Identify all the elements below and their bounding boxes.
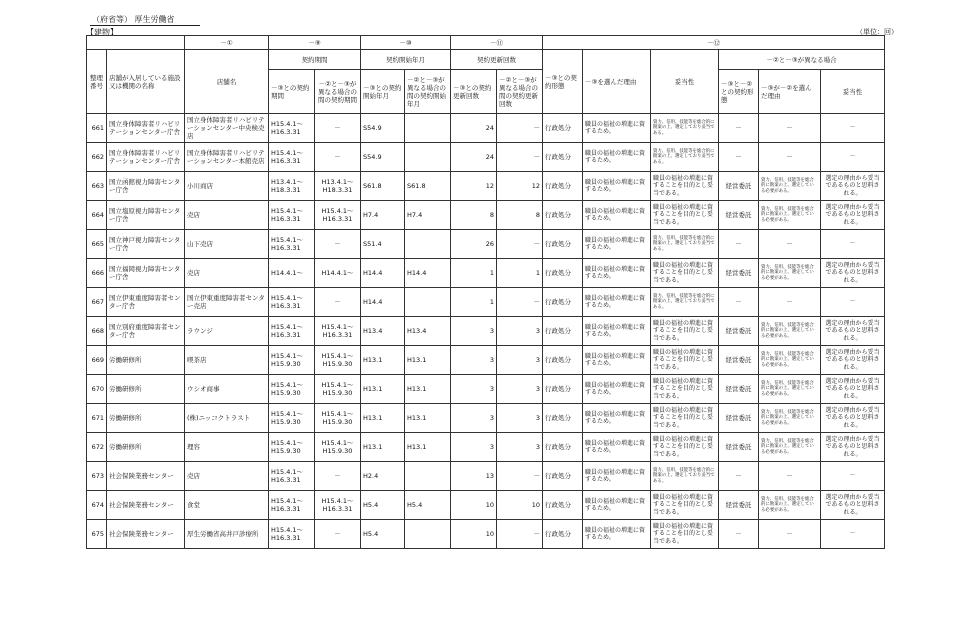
row-renew: 3 <box>451 375 497 404</box>
row-store: 売店 <box>185 201 269 230</box>
table-row <box>87 317 885 346</box>
row-reason: 職員の福祉の増進に資するため。 <box>583 201 651 230</box>
row-period: H13.4.1～H18.3.31 <box>269 172 315 201</box>
row-form: 行政処分 <box>543 172 583 201</box>
row-form-2: 経営委託 <box>719 404 759 433</box>
row-valid: 資力、信用、技能等を総合的に勘案の上、選定しており妥当である。 <box>651 114 719 143</box>
header-renew-3: －③との契約更新回数 <box>451 70 497 114</box>
row-form: 行政処分 <box>543 114 583 143</box>
header-contract-renewal: 契約更新回数 <box>451 50 543 70</box>
row-facility: 労働研修所 <box>107 375 185 404</box>
table-row <box>87 375 885 404</box>
row-form-2: 経営委託 <box>719 201 759 230</box>
row-store: ラウンジ <box>185 317 269 346</box>
row-valid: 資力、信用、技能等を総合的に勘案の上、選定しており妥当である。 <box>651 288 719 317</box>
header-group-10: －⑩ <box>361 36 451 50</box>
row-renew: 3 <box>451 404 497 433</box>
row-form-2: 経営委託 <box>719 491 759 520</box>
row-facility: 国立福岡視力障害センター庁舎 <box>107 259 185 288</box>
row-renew-diff: 3 <box>497 375 543 404</box>
row-store: 国立身体障害者リハビリテーションセンター本館売店 <box>185 143 269 172</box>
row-renew: 3 <box>451 317 497 346</box>
row-period-diff: － <box>315 520 361 549</box>
row-form-2: 経営委託 <box>719 317 759 346</box>
table-row <box>87 143 885 172</box>
header-period-3: －③との契約期間 <box>269 70 315 114</box>
table-row <box>87 404 885 433</box>
row-form-2: 経営委託 <box>719 375 759 404</box>
row-period-diff: － <box>315 462 361 491</box>
row-seq-no: 666 <box>87 259 107 288</box>
row-period: H15.4.1～H16.3.31 <box>269 491 315 520</box>
header-blank <box>87 36 185 50</box>
row-form: 行政処分 <box>543 404 583 433</box>
row-period: H15.4.1～H16.3.31 <box>269 114 315 143</box>
header-seq-no: 整理番号 <box>87 50 107 114</box>
row-store: 売店 <box>185 462 269 491</box>
row-reason: 職員の福祉の増進に資するため。 <box>583 491 651 520</box>
row-reason: 職員の福祉の増進に資するため。 <box>583 288 651 317</box>
row-reason: 職員の福祉の増進に資するため。 <box>583 375 651 404</box>
row-facility: 社会保険業務センター <box>107 491 185 520</box>
row-start-diff <box>405 288 451 317</box>
header-reason-2: －③が－②を選んだ理由 <box>759 70 821 114</box>
row-facility: 国立塩原視力障害センター庁舎 <box>107 201 185 230</box>
row-valid-2: 選定の理由から妥当であるものと思料される。 <box>821 433 885 462</box>
row-renew: 26 <box>451 230 497 259</box>
row-period-diff: － <box>315 288 361 317</box>
row-valid-2: － <box>821 462 885 491</box>
row-reason: 職員の福祉の増進に資するため。 <box>583 462 651 491</box>
row-renew: 24 <box>451 114 497 143</box>
row-renew-diff: 3 <box>497 317 543 346</box>
row-reason-2: － <box>759 462 821 491</box>
row-seq-no: 662 <box>87 143 107 172</box>
row-start-diff <box>405 520 451 549</box>
row-start: H13.1 <box>361 404 405 433</box>
row-renew-diff: 3 <box>497 404 543 433</box>
row-seq-no: 665 <box>87 230 107 259</box>
row-store: ウシオ商事 <box>185 375 269 404</box>
row-start-diff: H13.4 <box>405 317 451 346</box>
ministry-underline <box>90 25 200 26</box>
row-period-diff: H14.4.1～ <box>315 259 361 288</box>
row-renew-diff: 8 <box>497 201 543 230</box>
row-valid: 資力、信用、技能等を総合的に勘案の上、選定しており妥当である。 <box>651 143 719 172</box>
row-start-diff: S61.8 <box>405 172 451 201</box>
row-reason: 職員の福祉の増進に資するため。 <box>583 433 651 462</box>
row-period: H15.4.1～H16.3.31 <box>269 317 315 346</box>
row-valid: 職員の福祉の増進に資することを目的とし妥当である。 <box>651 375 719 404</box>
row-reason-2: 資力、信用、技能等を総合的に勘案の上、選定している必要がある。 <box>759 375 821 404</box>
row-period: H15.4.1～H15.9.30 <box>269 346 315 375</box>
header-reason-3: －③を選んだ理由 <box>583 50 651 114</box>
row-renew-diff: － <box>497 520 543 549</box>
row-period: H15.4.1～H15.9.30 <box>269 404 315 433</box>
row-valid: 職員の福祉の増進に資することを目的とし妥当である。 <box>651 433 719 462</box>
table-row <box>87 346 885 375</box>
row-form-2: － <box>719 143 759 172</box>
row-start: S61.8 <box>361 172 405 201</box>
row-form: 行政処分 <box>543 491 583 520</box>
row-renew: 8 <box>451 201 497 230</box>
row-valid-2: 選定の理由から妥当であるものと思料される。 <box>821 259 885 288</box>
header-renew-diff: －②と－③が異なる場合の間の契約更新回数 <box>497 70 543 114</box>
header-group-12: －⑫ <box>543 36 885 50</box>
row-renew: 1 <box>451 288 497 317</box>
row-reason-2: 資力、信用、技能等を総合的に勘案の上、選定している必要がある。 <box>759 172 821 201</box>
row-valid-2: 選定の理由から妥当であるものと思料される。 <box>821 346 885 375</box>
table-row <box>87 520 885 549</box>
row-renew-diff: 3 <box>497 346 543 375</box>
header-contract-period: 契約期間 <box>269 50 361 70</box>
row-form: 行政処分 <box>543 259 583 288</box>
row-period: H15.4.1～H16.3.31 <box>269 201 315 230</box>
row-reason-2: － <box>759 520 821 549</box>
row-start-diff: H13.1 <box>405 404 451 433</box>
row-period-diff: H13.4.1～H18.3.31 <box>315 172 361 201</box>
row-valid-2: 選定の理由から妥当であるものと思料される。 <box>821 201 885 230</box>
row-renew-diff: － <box>497 143 543 172</box>
row-store: 食堂 <box>185 491 269 520</box>
contract-table <box>86 35 885 549</box>
row-store: 国立身体障害者リハビリテーションセンター中央検売店 <box>185 114 269 143</box>
row-seq-no: 661 <box>87 114 107 143</box>
table-row <box>87 172 885 201</box>
row-form: 行政処分 <box>543 201 583 230</box>
row-facility: 労働研修所 <box>107 404 185 433</box>
row-valid-2: 選定の理由から妥当であるものと思料される。 <box>821 404 885 433</box>
unit-label: （単位：回） <box>856 28 898 36</box>
row-valid-2: 選定の理由から妥当であるものと思料される。 <box>821 317 885 346</box>
row-facility: 国立神戸視力障害センター庁舎 <box>107 230 185 259</box>
row-form: 行政処分 <box>543 346 583 375</box>
row-seq-no: 664 <box>87 201 107 230</box>
row-valid-2: － <box>821 114 885 143</box>
header-valid: 妥当性 <box>651 50 719 114</box>
row-valid: 職員の福祉の増進に資することを目的とし妥当である。 <box>651 201 719 230</box>
row-reason-2: － <box>759 288 821 317</box>
table-row <box>87 288 885 317</box>
header-valid-2: 妥当性 <box>821 70 885 114</box>
row-renew: 10 <box>451 491 497 520</box>
row-start-diff: H13.1 <box>405 346 451 375</box>
row-valid: 職員の福祉の増進に資することを目的とし妥当である。 <box>651 317 719 346</box>
row-reason-2: 資力、信用、技能等を総合的に勘案の上、選定している必要がある。 <box>759 201 821 230</box>
row-reason-2: 資力、信用、技能等を総合的に勘案の上、選定している必要がある。 <box>759 491 821 520</box>
row-valid-2: 選定の理由から妥当であるものと思料される。 <box>821 375 885 404</box>
row-period-diff: H15.4.1～H15.9.30 <box>315 404 361 433</box>
row-start-diff <box>405 143 451 172</box>
row-form-2: － <box>719 230 759 259</box>
row-form: 行政処分 <box>543 143 583 172</box>
row-reason-2: 資力、信用、技能等を総合的に勘案の上、選定している必要がある。 <box>759 433 821 462</box>
row-renew-diff: － <box>497 230 543 259</box>
row-renew: 3 <box>451 433 497 462</box>
row-period: H15.4.1～H16.3.31 <box>269 288 315 317</box>
row-period-diff: H15.4.1～H15.9.30 <box>315 433 361 462</box>
row-start-diff <box>405 462 451 491</box>
row-reason: 職員の福祉の増進に資するため。 <box>583 317 651 346</box>
row-valid-2: － <box>821 230 885 259</box>
row-valid: 資力、信用、技能等を総合的に勘案の上、選定しており妥当である。 <box>651 230 719 259</box>
row-renew-diff: 10 <box>497 491 543 520</box>
row-seq-no: 675 <box>87 520 107 549</box>
row-form: 行政処分 <box>543 375 583 404</box>
row-start: H13.1 <box>361 346 405 375</box>
row-store: 売店 <box>185 259 269 288</box>
row-period: H15.4.1～H16.3.31 <box>269 520 315 549</box>
row-period: H14.4.1～ <box>269 259 315 288</box>
row-period-diff: － <box>315 114 361 143</box>
row-renew: 10 <box>451 520 497 549</box>
row-facility: 国立函館視力障害センター庁舎 <box>107 172 185 201</box>
table-body <box>87 114 885 549</box>
table-row <box>87 230 885 259</box>
row-start: S54.9 <box>361 143 405 172</box>
row-reason: 職員の福祉の増進に資するため。 <box>583 114 651 143</box>
row-period: H15.4.1～H16.3.31 <box>269 462 315 491</box>
row-store: 理容 <box>185 433 269 462</box>
row-start: S54.9 <box>361 114 405 143</box>
row-reason: 職員の福祉の増進に資するため。 <box>583 520 651 549</box>
row-renew-diff: － <box>497 462 543 491</box>
row-seq-no: 663 <box>87 172 107 201</box>
row-reason-2: 資力、信用、技能等を総合的に勘案の上、選定している必要がある。 <box>759 346 821 375</box>
row-period-diff: H15.4.1～H16.3.31 <box>315 491 361 520</box>
category-label: 【建物】 <box>86 28 118 37</box>
table-row <box>87 114 885 143</box>
row-form-2: － <box>719 114 759 143</box>
row-facility: 社会保険業務センター <box>107 462 185 491</box>
row-seq-no: 668 <box>87 317 107 346</box>
row-form: 行政処分 <box>543 288 583 317</box>
row-start-diff: H5.4 <box>405 491 451 520</box>
row-form-2: － <box>719 520 759 549</box>
row-period: H15.4.1～H16.3.31 <box>269 143 315 172</box>
row-form-2: － <box>719 288 759 317</box>
row-store: 厚生労働省高井戸診療所 <box>185 520 269 549</box>
row-valid: 職員の福祉の増進に資することを目的とし妥当である。 <box>651 520 719 549</box>
header-form-3: －③との契約形態 <box>543 50 583 114</box>
row-period-diff: H15.4.1～H15.9.30 <box>315 346 361 375</box>
row-reason: 職員の福祉の増進に資するため。 <box>583 259 651 288</box>
header-start-3: －③との契約開始年月 <box>361 70 405 114</box>
header-differs: －②と－③が異なる場合 <box>719 50 885 70</box>
row-form-2: 経営委託 <box>719 259 759 288</box>
row-valid: 職員の福祉の増進に資することを目的とし妥当である。 <box>651 404 719 433</box>
row-reason-2: 資力、信用、技能等を総合的に勘案の上、選定している必要がある。 <box>759 317 821 346</box>
ministry-label: （府省等） 厚生労働省 <box>92 15 175 24</box>
row-start-diff: H7.4 <box>405 201 451 230</box>
row-valid: 資力、信用、技能等を総合的に勘案の上、選定しており妥当である。 <box>651 462 719 491</box>
row-facility: 国立別府重度障害者センター庁舎 <box>107 317 185 346</box>
row-store: (株)ニッコクトラスト <box>185 404 269 433</box>
row-reason-2: － <box>759 143 821 172</box>
row-form-2: 経営委託 <box>719 346 759 375</box>
row-start-diff: H13.1 <box>405 433 451 462</box>
row-reason: 職員の福祉の増進に資するため。 <box>583 404 651 433</box>
row-seq-no: 673 <box>87 462 107 491</box>
row-seq-no: 670 <box>87 375 107 404</box>
row-start: H13.1 <box>361 433 405 462</box>
row-period: H15.4.1～H15.9.30 <box>269 433 315 462</box>
header-store: 店舗名 <box>185 50 269 114</box>
row-facility: 労働研修所 <box>107 346 185 375</box>
row-facility: 社会保険業務センター <box>107 520 185 549</box>
row-start-diff <box>405 230 451 259</box>
header-start-diff: －②と－③が異なる場合の間の契約開始年月 <box>405 70 451 114</box>
row-renew: 24 <box>451 143 497 172</box>
row-reason-2: － <box>759 230 821 259</box>
row-valid-2: － <box>821 288 885 317</box>
header-contract-start: 契約開始年月 <box>361 50 451 70</box>
row-reason: 職員の福祉の増進に資するため。 <box>583 230 651 259</box>
row-renew-diff: － <box>497 114 543 143</box>
row-form-2: － <box>719 462 759 491</box>
row-period: H15.4.1～H15.9.30 <box>269 375 315 404</box>
row-start: H13.1 <box>361 375 405 404</box>
row-period-diff: － <box>315 143 361 172</box>
row-reason-2: － <box>759 114 821 143</box>
row-facility: 労働研修所 <box>107 433 185 462</box>
row-reason-2: 資力、信用、技能等を総合的に勘案の上、選定している必要がある。 <box>759 259 821 288</box>
row-start: H5.4 <box>361 520 405 549</box>
row-form-2: 経営委託 <box>719 172 759 201</box>
header-group-1: －① <box>185 36 269 50</box>
row-start: S51.4 <box>361 230 405 259</box>
table-row <box>87 259 885 288</box>
row-renew: 1 <box>451 259 497 288</box>
header-period-diff: －②と－③が異なる場合の間の契約期間 <box>315 70 361 114</box>
header-group-11: －⑪ <box>451 36 543 50</box>
row-start: H14.4 <box>361 259 405 288</box>
row-form: 行政処分 <box>543 230 583 259</box>
row-renew-diff: 12 <box>497 172 543 201</box>
row-valid-2: 選定の理由から妥当であるものと思料される。 <box>821 172 885 201</box>
row-period-diff: H15.4.1～H15.9.30 <box>315 375 361 404</box>
row-facility: 国立身体障害者リハビリテーションセンター庁舎 <box>107 114 185 143</box>
row-period-diff: H15.4.1～H16.3.31 <box>315 317 361 346</box>
table-row <box>87 491 885 520</box>
row-start-diff <box>405 114 451 143</box>
header-group-9: －⑨ <box>269 36 361 50</box>
header-form-23: －③と－②との契約形態 <box>719 70 759 114</box>
row-store: 喫茶店 <box>185 346 269 375</box>
row-valid: 職員の福祉の増進に資することを目的とし妥当である。 <box>651 491 719 520</box>
table-row <box>87 201 885 230</box>
row-store: 小川商店 <box>185 172 269 201</box>
row-renew: 3 <box>451 346 497 375</box>
row-form: 行政処分 <box>543 433 583 462</box>
row-valid: 職員の福祉の増進に資することを目的とし妥当である。 <box>651 346 719 375</box>
row-seq-no: 674 <box>87 491 107 520</box>
row-reason-2: 資力、信用、技能等を総合的に勘案の上、選定している必要がある。 <box>759 404 821 433</box>
row-renew-diff: 3 <box>497 433 543 462</box>
table-row <box>87 462 885 491</box>
row-renew: 12 <box>451 172 497 201</box>
row-start: H5.4 <box>361 491 405 520</box>
row-valid: 職員の福祉の増進に資することを目的とし妥当である。 <box>651 172 719 201</box>
row-seq-no: 667 <box>87 288 107 317</box>
row-period-diff: H15.4.1～H16.3.31 <box>315 201 361 230</box>
header-facility: 店舗が入居している施設又は機関の名称 <box>107 50 185 114</box>
row-form-2: 経営委託 <box>719 433 759 462</box>
row-valid-2: － <box>821 143 885 172</box>
row-seq-no: 671 <box>87 404 107 433</box>
row-store: 山下売店 <box>185 230 269 259</box>
row-form: 行政処分 <box>543 317 583 346</box>
row-valid-2: 選定の理由から妥当であるものと思料される。 <box>821 491 885 520</box>
row-valid-2: － <box>821 520 885 549</box>
row-renew-diff: － <box>497 288 543 317</box>
row-start: H13.4 <box>361 317 405 346</box>
row-form: 行政処分 <box>543 462 583 491</box>
row-seq-no: 672 <box>87 433 107 462</box>
row-form: 行政処分 <box>543 520 583 549</box>
row-valid: 職員の福祉の増進に資することを目的とし妥当である。 <box>651 259 719 288</box>
row-reason: 職員の福祉の増進に資するため。 <box>583 172 651 201</box>
row-renew-diff: 1 <box>497 259 543 288</box>
table-header <box>87 36 885 114</box>
row-reason: 職員の福祉の増進に資するため。 <box>583 143 651 172</box>
row-facility: 国立伊東重度障害者センター庁舎 <box>107 288 185 317</box>
row-start-diff: H13.1 <box>405 375 451 404</box>
row-facility: 国立身体障害者リハビリテーションセンター庁舎 <box>107 143 185 172</box>
row-period: H15.4.1～H16.3.31 <box>269 230 315 259</box>
table-row <box>87 433 885 462</box>
row-start: H2.4 <box>361 462 405 491</box>
row-start: H14.4 <box>361 288 405 317</box>
row-seq-no: 669 <box>87 346 107 375</box>
row-period-diff: － <box>315 230 361 259</box>
row-renew: 13 <box>451 462 497 491</box>
row-reason: 職員の福祉の増進に資するため。 <box>583 346 651 375</box>
row-start-diff: H14.4 <box>405 259 451 288</box>
row-store: 国立伊東重度障害者センター売店 <box>185 288 269 317</box>
row-start: H7.4 <box>361 201 405 230</box>
